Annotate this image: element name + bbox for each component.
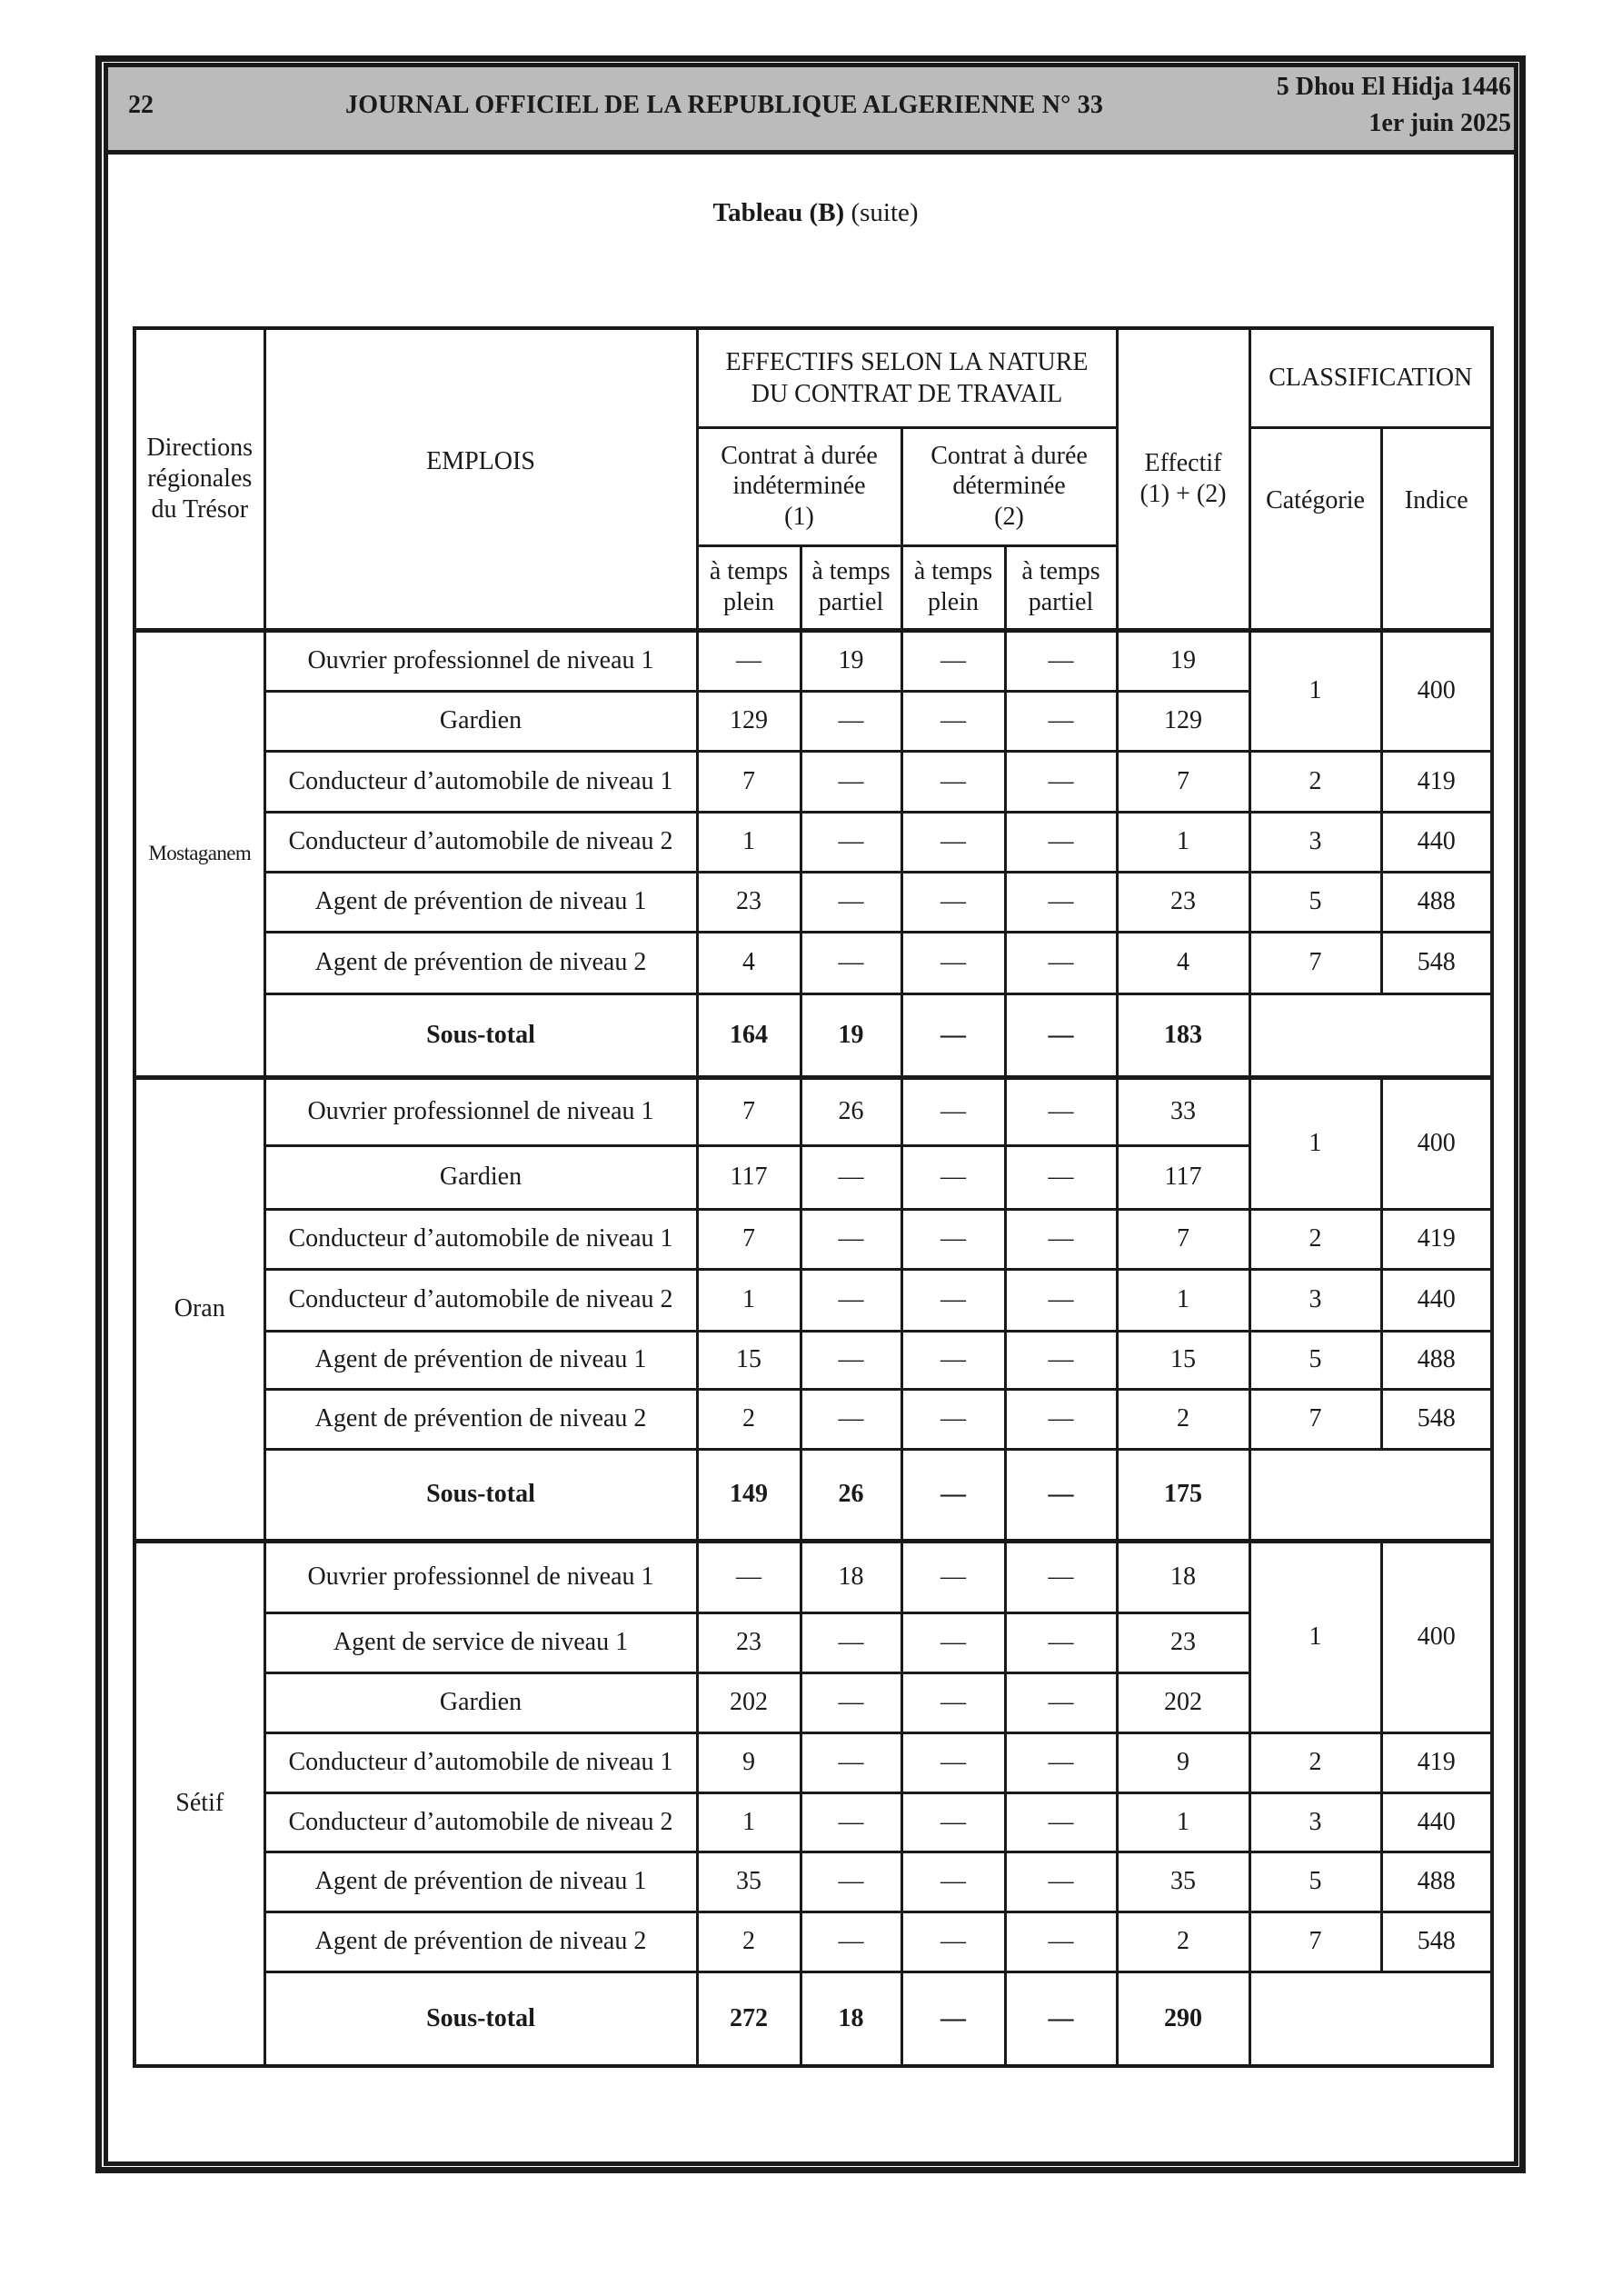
- value-cell-total: 1: [1117, 812, 1249, 872]
- subtotal-cdi-partiel: 26: [801, 1449, 901, 1541]
- value-cell-cdd-plein: —: [901, 1672, 1005, 1732]
- region-cell: Mostaganem: [134, 630, 264, 1077]
- value-cell-total: 4: [1117, 932, 1249, 993]
- value-cell-cdd-partiel: —: [1005, 691, 1117, 751]
- emploi-cell: Agent de prévention de niveau 1: [264, 872, 697, 932]
- value-cell-cdi-partiel: —: [801, 812, 901, 872]
- value-cell-cdd-plein: —: [901, 1077, 1005, 1145]
- value-cell-total: 19: [1117, 630, 1249, 691]
- value-cell-total: 2: [1117, 1389, 1249, 1449]
- categorie-cell: 1: [1249, 1077, 1381, 1209]
- value-cell-cdd-plein: —: [901, 691, 1005, 751]
- value-cell-total: 18: [1117, 1541, 1249, 1612]
- table-title: [0, 198, 1622, 228]
- value-cell-cdd-plein: —: [901, 1912, 1005, 1972]
- value-cell-cdd-plein: —: [901, 932, 1005, 993]
- table-row: [134, 1792, 1492, 1852]
- value-cell-cdd-partiel: —: [1005, 751, 1117, 812]
- subtotal-cdi-plein: 272: [697, 1972, 801, 2066]
- subtotal-cdd-partiel: —: [1005, 1972, 1117, 2066]
- col-header-directions: Directions régionales du Trésor: [134, 328, 264, 630]
- emploi-cell: Gardien: [264, 691, 697, 751]
- value-cell-cdi-plein: 35: [697, 1852, 801, 1912]
- subtotal-label: Sous-total: [264, 1449, 697, 1541]
- subtotal-label: Sous-total: [264, 1972, 697, 2066]
- value-cell-cdi-partiel: —: [801, 1792, 901, 1852]
- value-cell-cdd-plein: —: [901, 751, 1005, 812]
- col-header-classification: CLASSIFICATION: [1249, 328, 1492, 427]
- indice-cell: 548: [1381, 1389, 1492, 1449]
- value-cell-cdi-partiel: —: [801, 751, 901, 812]
- subtotal-row: [134, 1449, 1492, 1541]
- table-row: [134, 1541, 1492, 1612]
- table-row: [134, 812, 1492, 872]
- value-cell-cdi-partiel: 19: [801, 630, 901, 691]
- value-cell-cdi-plein: 4: [697, 932, 801, 993]
- subtotal-cdd-partiel: —: [1005, 993, 1117, 1077]
- categorie-cell: 3: [1249, 1269, 1381, 1331]
- categorie-cell: 1: [1249, 1541, 1381, 1732]
- value-cell-cdd-plein: —: [901, 1852, 1005, 1912]
- value-cell-cdi-plein: 7: [697, 1209, 801, 1269]
- col-header-emplois: EMPLOIS: [264, 328, 697, 630]
- indice-cell: 488: [1381, 872, 1492, 932]
- value-cell-cdd-partiel: —: [1005, 1732, 1117, 1792]
- subtotal-total: 183: [1117, 993, 1249, 1077]
- table-title-suffix: (suite): [851, 198, 919, 227]
- hijri-date: 5 Dhou El Hidja 1446: [1276, 73, 1511, 101]
- col-header-cdi-plein: à temps plein: [697, 545, 801, 630]
- value-cell-cdd-plein: —: [901, 1732, 1005, 1792]
- value-cell-cdd-partiel: —: [1005, 1209, 1117, 1269]
- table-row: [134, 751, 1492, 812]
- subtotal-cdi-partiel: 19: [801, 993, 901, 1077]
- col-header-cdi: Contrat à durée indéterminée (1): [697, 427, 901, 545]
- table-row: [134, 1732, 1492, 1792]
- value-cell-cdi-plein: 7: [697, 1077, 801, 1145]
- value-cell-cdi-plein: 7: [697, 751, 801, 812]
- value-cell-cdd-plein: —: [901, 1612, 1005, 1672]
- emploi-cell: Conducteur d’automobile de niveau 2: [264, 812, 697, 872]
- emploi-cell: Ouvrier professionnel de niveau 1: [264, 1077, 697, 1145]
- value-cell-cdi-partiel: 18: [801, 1541, 901, 1612]
- indice-cell: 400: [1381, 1541, 1492, 1732]
- value-cell-cdi-partiel: —: [801, 1612, 901, 1672]
- col-header-cdi-partiel: à temps partiel: [801, 545, 901, 630]
- value-cell-total: 1: [1117, 1792, 1249, 1852]
- subtotal-classification-blank: [1249, 1449, 1492, 1541]
- value-cell-total: 129: [1117, 691, 1249, 751]
- value-cell-cdi-partiel: —: [801, 1269, 901, 1331]
- emploi-cell: Agent de prévention de niveau 2: [264, 1389, 697, 1449]
- categorie-cell: 2: [1249, 1209, 1381, 1269]
- subtotal-cdi-plein: 164: [697, 993, 801, 1077]
- indice-cell: 440: [1381, 1269, 1492, 1331]
- value-cell-cdd-partiel: —: [1005, 1269, 1117, 1331]
- value-cell-total: 2: [1117, 1912, 1249, 1972]
- value-cell-cdi-partiel: 26: [801, 1077, 901, 1145]
- categorie-cell: 7: [1249, 1389, 1381, 1449]
- emploi-cell: Conducteur d’automobile de niveau 1: [264, 1209, 697, 1269]
- value-cell-cdi-plein: 202: [697, 1672, 801, 1732]
- value-cell-cdd-partiel: —: [1005, 932, 1117, 993]
- subtotal-classification-blank: [1249, 1972, 1492, 2066]
- emploi-cell: Gardien: [264, 1145, 697, 1209]
- subtotal-cdd-plein: —: [901, 993, 1005, 1077]
- indice-cell: 548: [1381, 1912, 1492, 1972]
- value-cell-cdi-plein: 23: [697, 872, 801, 932]
- value-cell-cdi-partiel: —: [801, 691, 901, 751]
- col-header-effectif-total: Effectif (1) + (2): [1117, 328, 1249, 630]
- value-cell-cdd-partiel: —: [1005, 1541, 1117, 1612]
- indice-cell: 548: [1381, 932, 1492, 993]
- indice-cell: 400: [1381, 1077, 1492, 1209]
- subtotal-cdd-plein: —: [901, 1972, 1005, 2066]
- value-cell-cdi-plein: —: [697, 1541, 801, 1612]
- col-header-cdd-plein: à temps plein: [901, 545, 1005, 630]
- value-cell-cdd-partiel: —: [1005, 1389, 1117, 1449]
- subtotal-total: 175: [1117, 1449, 1249, 1541]
- gregorian-date: 1er juin 2025: [1368, 109, 1511, 137]
- value-cell-total: 35: [1117, 1852, 1249, 1912]
- col-header-cdd: Contrat à durée déterminée (2): [901, 427, 1117, 545]
- table-row: [134, 1912, 1492, 1972]
- value-cell-cdi-plein: 2: [697, 1912, 801, 1972]
- emploi-cell: Gardien: [264, 1672, 697, 1732]
- value-cell-cdd-plein: —: [901, 1145, 1005, 1209]
- categorie-cell: 2: [1249, 751, 1381, 812]
- value-cell-cdi-plein: 1: [697, 1792, 801, 1852]
- value-cell-cdi-partiel: —: [801, 1732, 901, 1792]
- value-cell-cdd-plein: —: [901, 1792, 1005, 1852]
- table-row: [134, 1269, 1492, 1331]
- subtotal-total: 290: [1117, 1972, 1249, 2066]
- value-cell-cdd-plein: —: [901, 1209, 1005, 1269]
- value-cell-cdi-plein: 1: [697, 812, 801, 872]
- value-cell-total: 7: [1117, 751, 1249, 812]
- value-cell-cdd-plein: —: [901, 1541, 1005, 1612]
- indice-cell: 488: [1381, 1331, 1492, 1389]
- table-row: [134, 872, 1492, 932]
- issue-date: [1277, 69, 1511, 142]
- value-cell-cdi-partiel: —: [801, 1209, 901, 1269]
- value-cell-cdd-partiel: —: [1005, 1792, 1117, 1852]
- value-cell-total: 117: [1117, 1145, 1249, 1209]
- value-cell-cdi-partiel: —: [801, 1145, 901, 1209]
- categorie-cell: 5: [1249, 872, 1381, 932]
- col-header-indice: Indice: [1381, 427, 1492, 630]
- subtotal-row: [134, 993, 1492, 1077]
- value-cell-cdi-partiel: —: [801, 1389, 901, 1449]
- value-cell-cdi-plein: 2: [697, 1389, 801, 1449]
- table-row: [134, 1331, 1492, 1389]
- categorie-cell: 7: [1249, 1912, 1381, 1972]
- subtotal-row: [134, 1972, 1492, 2066]
- value-cell-cdd-partiel: —: [1005, 630, 1117, 691]
- subtotal-cdi-plein: 149: [697, 1449, 801, 1541]
- value-cell-cdd-partiel: —: [1005, 1331, 1117, 1389]
- col-header-categorie: Catégorie: [1249, 427, 1381, 630]
- emploi-cell: Ouvrier professionnel de niveau 1: [264, 630, 697, 691]
- table-row: [134, 1209, 1492, 1269]
- value-cell-cdi-partiel: —: [801, 872, 901, 932]
- table-body: [134, 630, 1492, 2066]
- value-cell-cdi-plein: —: [697, 630, 801, 691]
- emploi-cell: Conducteur d’automobile de niveau 1: [264, 751, 697, 812]
- value-cell-total: 9: [1117, 1732, 1249, 1792]
- categorie-cell: 2: [1249, 1732, 1381, 1792]
- table-row: [134, 932, 1492, 993]
- table-title-main: Tableau (B): [712, 198, 845, 227]
- col-header-effectifs-group: EFFECTIFS SELON LA NATURE DU CONTRAT DE TRAVAIL: [697, 328, 1117, 427]
- value-cell-cdd-partiel: —: [1005, 1612, 1117, 1672]
- table-row: [134, 630, 1492, 691]
- value-cell-total: 23: [1117, 872, 1249, 932]
- subtotal-cdi-partiel: 18: [801, 1972, 901, 2066]
- value-cell-cdd-plein: —: [901, 1389, 1005, 1449]
- indice-cell: 440: [1381, 812, 1492, 872]
- value-cell-cdi-plein: 23: [697, 1612, 801, 1672]
- value-cell-total: 202: [1117, 1672, 1249, 1732]
- value-cell-total: 1: [1117, 1269, 1249, 1331]
- categorie-cell: 3: [1249, 1792, 1381, 1852]
- value-cell-cdd-partiel: —: [1005, 1672, 1117, 1732]
- page-number: 22: [128, 91, 154, 119]
- table-row: [134, 1852, 1492, 1912]
- region-cell: Sétif: [134, 1541, 264, 2066]
- value-cell-cdi-partiel: —: [801, 1672, 901, 1732]
- table-row: [134, 1389, 1492, 1449]
- subtotal-cdd-partiel: —: [1005, 1449, 1117, 1541]
- value-cell-cdd-partiel: —: [1005, 812, 1117, 872]
- value-cell-cdi-partiel: —: [801, 1912, 901, 1972]
- value-cell-cdd-partiel: —: [1005, 1145, 1117, 1209]
- indice-cell: 440: [1381, 1792, 1492, 1852]
- value-cell-cdi-plein: 129: [697, 691, 801, 751]
- value-cell-cdi-partiel: —: [801, 1852, 901, 1912]
- emploi-cell: Conducteur d’automobile de niveau 2: [264, 1792, 697, 1852]
- value-cell-cdi-partiel: —: [801, 932, 901, 993]
- categorie-cell: 1: [1249, 630, 1381, 751]
- emploi-cell: Agent de prévention de niveau 2: [264, 932, 697, 993]
- value-cell-cdd-partiel: —: [1005, 1852, 1117, 1912]
- subtotal-label: Sous-total: [264, 993, 697, 1077]
- value-cell-cdd-partiel: —: [1005, 1912, 1117, 1972]
- value-cell-cdd-plein: —: [901, 1331, 1005, 1389]
- subtotal-classification-blank: [1249, 993, 1492, 1077]
- value-cell-cdd-partiel: —: [1005, 872, 1117, 932]
- emploi-cell: Agent de prévention de niveau 2: [264, 1912, 697, 1972]
- col-header-cdd-partiel: à temps partiel: [1005, 545, 1117, 630]
- value-cell-cdd-plein: —: [901, 1269, 1005, 1331]
- emploi-cell: Agent de prévention de niveau 1: [264, 1331, 697, 1389]
- indice-cell: 419: [1381, 1732, 1492, 1792]
- value-cell-cdd-plein: —: [901, 872, 1005, 932]
- value-cell-cdd-partiel: —: [1005, 1077, 1117, 1145]
- indice-cell: 488: [1381, 1852, 1492, 1912]
- value-cell-cdi-plein: 15: [697, 1331, 801, 1389]
- value-cell-total: 23: [1117, 1612, 1249, 1672]
- categorie-cell: 5: [1249, 1331, 1381, 1389]
- emploi-cell: Agent de service de niveau 1: [264, 1612, 697, 1672]
- value-cell-cdd-plein: —: [901, 812, 1005, 872]
- indice-cell: 419: [1381, 751, 1492, 812]
- table-row: [134, 1077, 1492, 1145]
- value-cell-cdd-plein: —: [901, 630, 1005, 691]
- emploi-cell: Ouvrier professionnel de niveau 1: [264, 1541, 697, 1612]
- value-cell-cdi-plein: 117: [697, 1145, 801, 1209]
- value-cell-total: 7: [1117, 1209, 1249, 1269]
- journal-title: JOURNAL OFFICIEL DE LA REPUBLIQUE ALGERIENNE N° 33: [345, 91, 1104, 119]
- value-cell-total: 33: [1117, 1077, 1249, 1145]
- indice-cell: 400: [1381, 630, 1492, 751]
- emploi-cell: Conducteur d’automobile de niveau 2: [264, 1269, 697, 1331]
- value-cell-total: 15: [1117, 1331, 1249, 1389]
- emploi-cell: Conducteur d’automobile de niveau 1: [264, 1732, 697, 1792]
- value-cell-cdi-plein: 1: [697, 1269, 801, 1331]
- indice-cell: 419: [1381, 1209, 1492, 1269]
- categorie-cell: 3: [1249, 812, 1381, 872]
- region-cell: Oran: [134, 1077, 264, 1541]
- staffing-table: [133, 326, 1494, 2068]
- value-cell-cdi-partiel: —: [801, 1331, 901, 1389]
- categorie-cell: 7: [1249, 932, 1381, 993]
- categorie-cell: 5: [1249, 1852, 1381, 1912]
- emploi-cell: Agent de prévention de niveau 1: [264, 1852, 697, 1912]
- subtotal-cdd-plein: —: [901, 1449, 1005, 1541]
- value-cell-cdi-plein: 9: [697, 1732, 801, 1792]
